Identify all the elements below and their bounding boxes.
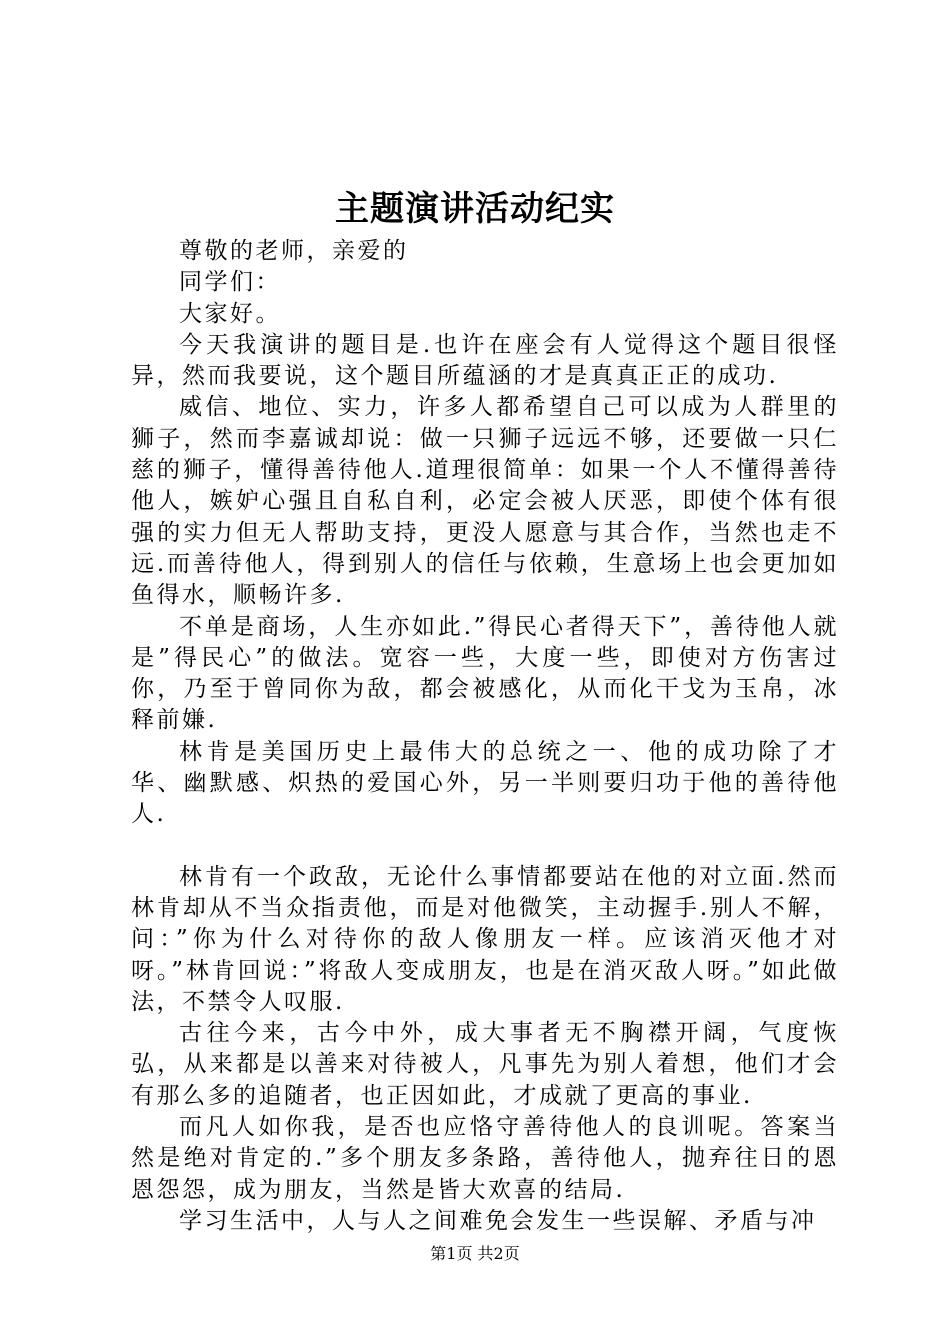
paragraph-salutation-2: 同学们： xyxy=(179,269,281,296)
paragraph-business: 不单是商场，人生亦如此.”得民心者得天下”，善待他人就是”得民心”的做法。宽容一些，大度一些，即使对方伤害过你，乃至于曾同你为敌，都会被感化，从而化干戈为玉帛，冰释前嫌. xyxy=(131,613,839,734)
page-footer: 第1页 共2页 xyxy=(430,1244,520,1263)
paragraph-topic: 今天我演讲的题目是.也许在座会有人觉得这个题目很怪异，然而我要说，这个题目所蕴涵的才是真真正正的成功. xyxy=(131,331,839,390)
paragraph-study-life: 学习生活中，人与人之间难免会发生一些误解、矛盾与冲 xyxy=(179,1207,817,1234)
paragraph-greeting: 大家好。 xyxy=(179,300,281,327)
document-body xyxy=(131,236,839,1237)
document-title: 主题演讲活动纪实 xyxy=(335,189,615,229)
paragraph-lincoln-rival: 林肯有一个政敌，无论什么事情都要站在他的对立面.然而林肯却从不当众指责他，而是对他微笑，主动握手.别人不解，问：”你为什么对待你的敌人像朋友一样。应该消灭他才对呀。”林肯回说：”将敌人变成朋友，也是在消灭敌人呀。”如此做法，不禁令人叹服. xyxy=(131,863,839,1015)
paragraph-salutation-1: 尊敬的老师，亲爱的 xyxy=(179,238,409,264)
paragraph-ordinary: 而凡人如你我，是否也应恪守善待他人的良训呢。答案当然是绝对肯定的.”多个朋友多条路，善待他人，抛弃往日的恩恩怨怨，成为朋友，当然是皆大欢喜的结局. xyxy=(131,1114,839,1203)
paragraph-lion: 威信、地位、实力，许多人都希望自己可以成为人群里的狮子，然而李嘉诚却说：做一只狮子远远不够，还要做一只仁慈的狮子，懂得善待他人.道理很简单：如果一个人不懂得善待他人，嫉妒心强且自私自利，必定会被人厌恶，即使个体有很强的实力但无人帮助支持，更没人愿意与其合作，当然也走不远.而善待他人，得到别人的信任与依赖，生意场上也会更加如鱼得水，顺畅许多. xyxy=(131,394,839,609)
paragraph-lincoln: 林肯是美国历史上最伟大的总统之一、他的成功除了才华、幽默感、炽热的爱国心外，另一半则要归功于他的善待他人. xyxy=(131,738,839,828)
paragraph-history: 古往今来，古今中外，成大事者无不胸襟开阔，气度恢弘，从来都是以善来对待被人，凡事先为别人着想，他们才会有那么多的追随者，也正因如此，才成就了更高的事业. xyxy=(131,1020,839,1109)
